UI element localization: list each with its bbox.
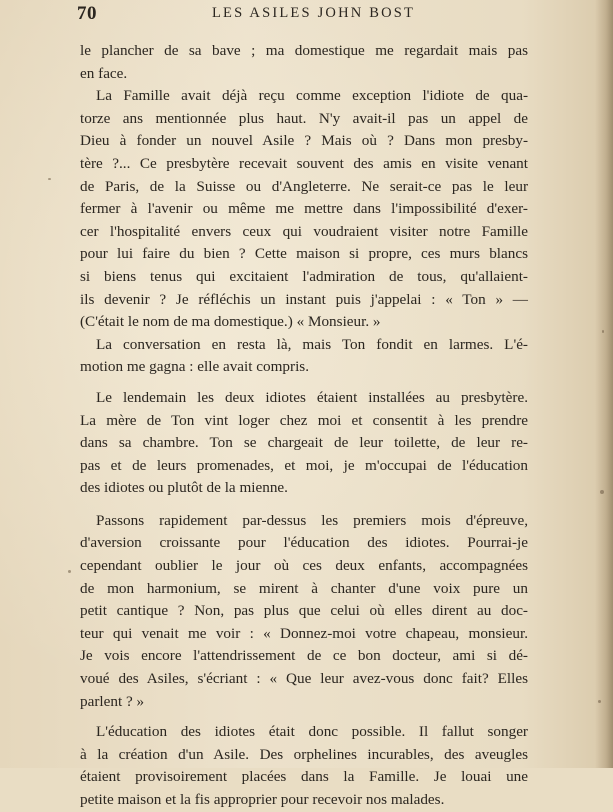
- paragraph: [80, 387, 528, 500]
- text-line: cependant oublier le jour où ces deux enfants, accompagnées: [80, 557, 528, 575]
- text-line: dans sa chambre. Ton se chargeait de leur toilette, de leur re-: [80, 434, 528, 452]
- text-line: pas et de leurs promenades, et moi, je m'occupai de l'éducation: [80, 456, 528, 474]
- body-text: [80, 40, 528, 812]
- paragraph: [80, 721, 528, 811]
- page-number: 70: [77, 3, 97, 24]
- paragraph-spacer: [80, 500, 528, 510]
- paragraph-spacer: [80, 379, 528, 387]
- text-line: cer l'hospitalité envers ceux qui voudraient visiter notre Famille: [80, 222, 528, 240]
- text-line: Le lendemain les deux idiotes étaient installées au presbytère.: [96, 388, 528, 406]
- text-line: étaient provisoirement placées dans la Famille. Je louai une: [80, 768, 528, 786]
- paragraph: [80, 85, 528, 334]
- text-line: de mon harmonium, se mirent à chanter d'une voix pure un: [80, 579, 528, 597]
- paragraph: [80, 510, 528, 713]
- text-line: torze ans mentionnée plus haut. N'y avait-il pas un appel de: [80, 109, 528, 127]
- text-line: en face.: [80, 64, 128, 82]
- text-line: d'aversion croissante pour l'éducation des idiotes. Pourrai-je: [80, 534, 528, 552]
- paragraph: [80, 334, 528, 379]
- text-line: si biens tenus qui excitaient l'admiration de tous, qu'allaient-: [80, 267, 528, 285]
- text-line: La conversation en resta là, mais Ton fondit en larmes. L'é-: [96, 335, 528, 353]
- text-line: motion me gagna : elle avait compris.: [80, 358, 310, 376]
- paper-speck: [48, 178, 51, 180]
- text-line: L'éducation des idiotes était donc possible. Il fallut songer: [96, 723, 528, 741]
- text-line: le plancher de sa bave ; ma domestique me regardait mais pas: [80, 42, 528, 59]
- page-edge-shadow: [595, 0, 613, 768]
- text-line: pour lui faire du bien ? Cette maison si propre, ces murs blancs: [80, 245, 528, 263]
- paper-speck: [602, 330, 604, 333]
- page-header: [0, 3, 613, 25]
- text-line: à la création d'un Asile. Des orphelines incurables, des aveugles: [80, 745, 528, 763]
- text-line: La mère de Ton vint loger chez moi et consentit à les prendre: [80, 411, 528, 429]
- text-line: de Paris, de la Suisse ou d'Angleterre. Ne serait-ce pas le leur: [80, 177, 528, 195]
- text-line: (C'était le nom de ma domestique.) « Monsieur. »: [80, 313, 381, 331]
- text-line: des idiotes ou plutôt de la mienne.: [80, 479, 288, 497]
- text-line: parlent ? »: [80, 692, 145, 710]
- text-line: Passons rapidement par-dessus les premiers mois d'épreuve,: [96, 511, 528, 529]
- text-line: voué des Asiles, s'écriant : « Que leur avez-vous donc fait? Elles: [80, 670, 528, 688]
- text-line: Dieu à fonder un nouvel Asile ? Mais où ? Dans mon presby-: [80, 132, 528, 150]
- text-line: fermer à l'avenir ou même me mettre dans l'impossibilité d'exer-: [80, 200, 528, 218]
- text-line: teur qui venait me voir : « Donnez-moi votre chapeau, monsieur.: [80, 624, 528, 642]
- paper-speck: [598, 700, 601, 703]
- paper-speck: [600, 490, 604, 494]
- text-line: ils devenir ? Je réfléchis un instant puis j'appelai : « Ton » —: [80, 290, 528, 308]
- text-line: tère ?... Ce presbytère recevait souvent des amis en visite venant: [80, 154, 528, 172]
- paragraph-spacer: [80, 713, 528, 721]
- text-line: La Famille avait déjà reçu comme exception l'idiote de qua-: [96, 87, 528, 105]
- running-head: LES ASILES JOHN BOST: [212, 5, 416, 21]
- text-line: Je vois encore l'attendrissement de ce bon docteur, ami si dé-: [80, 647, 528, 665]
- text-line: petit cantique ? Non, pas plus que celui où elles dirent au doc-: [80, 602, 528, 620]
- paper-speck: [68, 570, 71, 573]
- paragraph: [80, 40, 528, 85]
- text-line: petite maison et la fis approprier pour recevoir nos malades.: [80, 791, 445, 808]
